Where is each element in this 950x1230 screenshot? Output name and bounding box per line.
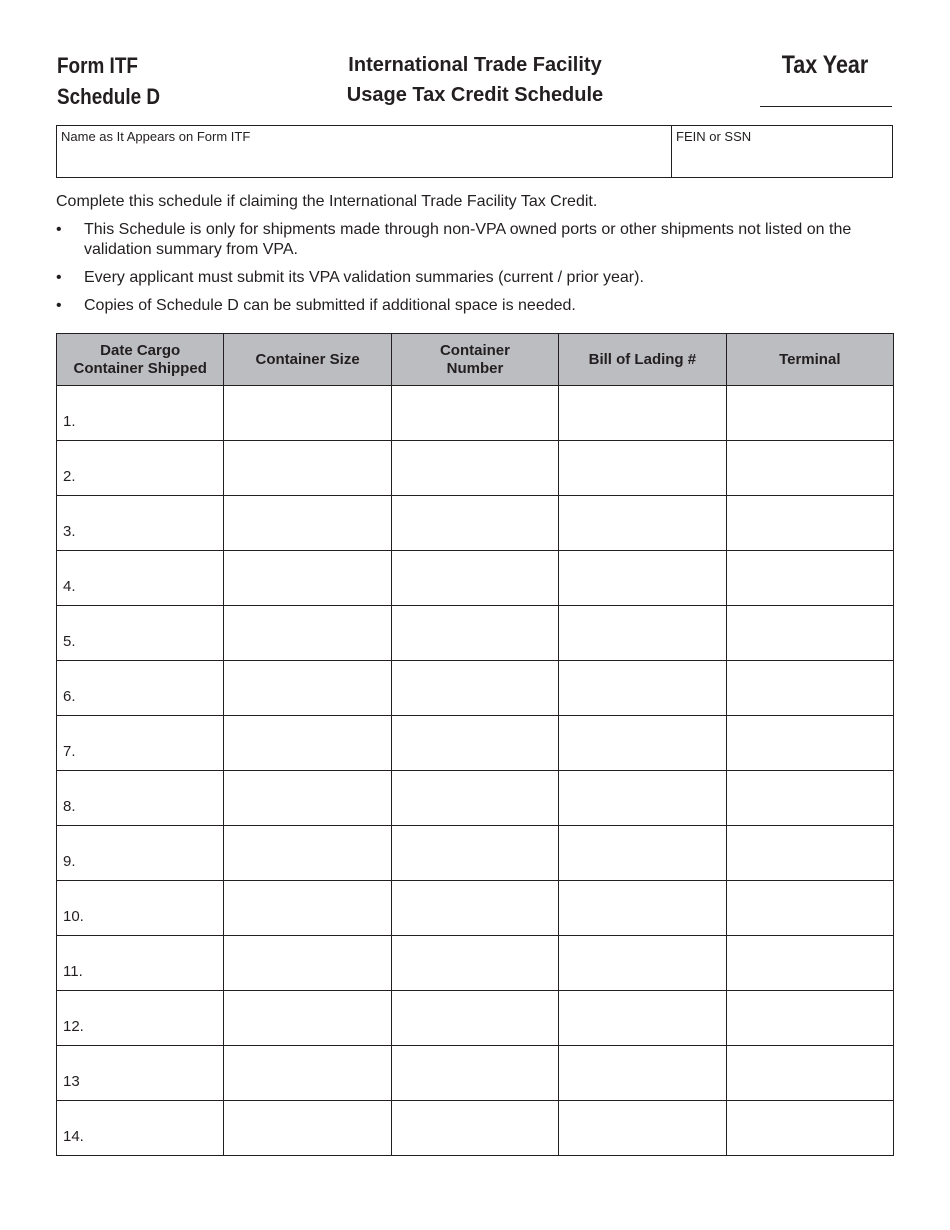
column-header-line: Bill of Lading # bbox=[588, 350, 697, 368]
terminal-cell[interactable] bbox=[726, 991, 893, 1046]
bill-of-lading-cell[interactable] bbox=[559, 551, 726, 606]
date-shipped-cell[interactable] bbox=[57, 386, 224, 441]
terminal-cell[interactable] bbox=[726, 1046, 893, 1101]
form-number: Form ITF bbox=[57, 53, 138, 78]
bill-of-lading-cell[interactable] bbox=[559, 606, 726, 661]
column-header-container-number bbox=[391, 334, 558, 386]
bullet-icon: • bbox=[56, 269, 62, 286]
container-number-cell[interactable] bbox=[391, 771, 558, 826]
table-row bbox=[57, 716, 894, 771]
table-row bbox=[57, 551, 894, 606]
container-number-cell[interactable] bbox=[391, 606, 558, 661]
container-size-cell[interactable] bbox=[224, 661, 391, 716]
bill-of-lading-cell[interactable] bbox=[559, 661, 726, 716]
row-number: 9. bbox=[63, 853, 76, 870]
instruction-text: This Schedule is only for shipments made through non-VPA owned ports or other shipments not listed on the validation summary from VPA. bbox=[84, 221, 852, 258]
container-size-cell[interactable] bbox=[224, 386, 391, 441]
table-row bbox=[57, 881, 894, 936]
container-size-cell[interactable] bbox=[224, 496, 391, 551]
table-row bbox=[57, 1046, 894, 1101]
tax-year-block bbox=[758, 49, 892, 81]
terminal-cell[interactable] bbox=[726, 826, 893, 881]
column-header-line: Container bbox=[439, 341, 510, 359]
row-number: 13 bbox=[63, 1073, 80, 1090]
date-shipped-cell[interactable] bbox=[57, 1046, 224, 1101]
table-row bbox=[57, 936, 894, 991]
table-row bbox=[57, 991, 894, 1046]
column-header-date-shipped bbox=[57, 334, 224, 386]
container-size-cell[interactable] bbox=[224, 1101, 391, 1156]
bill-of-lading-cell[interactable] bbox=[559, 936, 726, 991]
instruction-text: Copies of Schedule D can be submitted if additional space is needed. bbox=[84, 297, 576, 314]
table-row bbox=[57, 661, 894, 716]
column-header-line: Container Size bbox=[255, 350, 360, 368]
table-row bbox=[57, 386, 894, 441]
date-shipped-cell[interactable] bbox=[57, 441, 224, 496]
container-number-cell[interactable] bbox=[391, 551, 558, 606]
terminal-cell[interactable] bbox=[726, 716, 893, 771]
terminal-cell[interactable] bbox=[726, 551, 893, 606]
row-number: 10. bbox=[63, 908, 84, 925]
row-number: 11. bbox=[63, 963, 83, 980]
table-header-row bbox=[57, 334, 894, 386]
table-body bbox=[57, 386, 894, 1156]
fein-field-label: FEIN or SSN bbox=[676, 129, 752, 144]
bullet-icon: • bbox=[56, 221, 62, 238]
container-size-cell[interactable] bbox=[224, 936, 391, 991]
tax-year-field[interactable] bbox=[760, 106, 892, 107]
row-number: 14. bbox=[63, 1128, 84, 1145]
instruction-item bbox=[56, 296, 896, 316]
terminal-cell[interactable] bbox=[726, 386, 893, 441]
terminal-cell[interactable] bbox=[726, 936, 893, 991]
date-shipped-cell[interactable] bbox=[57, 771, 224, 826]
column-header-bill-of-lading bbox=[559, 334, 726, 386]
container-number-cell[interactable] bbox=[391, 496, 558, 551]
row-number: 8. bbox=[63, 798, 76, 815]
table-row bbox=[57, 441, 894, 496]
container-number-cell[interactable] bbox=[391, 1046, 558, 1101]
container-number-cell[interactable] bbox=[391, 881, 558, 936]
bill-of-lading-cell[interactable] bbox=[559, 771, 726, 826]
row-number: 5. bbox=[63, 633, 76, 650]
row-number: 2. bbox=[63, 468, 76, 485]
table-row bbox=[57, 826, 894, 881]
row-number: 1. bbox=[63, 413, 76, 430]
container-number-cell[interactable] bbox=[391, 1101, 558, 1156]
column-header-container-size bbox=[224, 334, 391, 386]
bill-of-lading-cell[interactable] bbox=[559, 826, 726, 881]
container-size-cell[interactable] bbox=[224, 991, 391, 1046]
column-header-line: Number bbox=[446, 359, 504, 377]
bill-of-lading-cell[interactable] bbox=[559, 386, 726, 441]
container-number-cell[interactable] bbox=[391, 441, 558, 496]
bullet-icon: • bbox=[56, 297, 62, 314]
container-size-cell[interactable] bbox=[224, 551, 391, 606]
table-row bbox=[57, 496, 894, 551]
date-shipped-cell[interactable] bbox=[57, 936, 224, 991]
container-size-cell[interactable] bbox=[224, 826, 391, 881]
column-header-line: Container Shipped bbox=[73, 359, 207, 377]
instruction-item bbox=[56, 220, 896, 260]
name-field[interactable] bbox=[57, 126, 672, 177]
bill-of-lading-cell[interactable] bbox=[559, 716, 726, 771]
terminal-cell[interactable] bbox=[726, 771, 893, 826]
taxpayer-info-box bbox=[56, 125, 893, 178]
container-size-cell[interactable] bbox=[224, 1046, 391, 1101]
date-shipped-cell[interactable] bbox=[57, 661, 224, 716]
form-title bbox=[300, 50, 650, 110]
terminal-cell[interactable] bbox=[726, 881, 893, 936]
name-field-label: Name as It Appears on Form ITF bbox=[61, 129, 251, 144]
instructions-list bbox=[56, 220, 896, 324]
row-number: 4. bbox=[63, 578, 76, 595]
date-shipped-cell[interactable] bbox=[57, 1101, 224, 1156]
bill-of-lading-cell[interactable] bbox=[559, 881, 726, 936]
container-number-cell[interactable] bbox=[391, 826, 558, 881]
form-title-line-2: Usage Tax Credit Schedule bbox=[346, 84, 604, 106]
column-header-terminal bbox=[726, 334, 893, 386]
row-number: 12. bbox=[63, 1018, 84, 1035]
shipments-table bbox=[56, 333, 894, 1156]
container-number-cell[interactable] bbox=[391, 991, 558, 1046]
bill-of-lading-cell[interactable] bbox=[559, 1101, 726, 1156]
tax-year-label: Tax Year bbox=[781, 51, 869, 79]
bill-of-lading-cell[interactable] bbox=[559, 1046, 726, 1101]
date-shipped-cell[interactable] bbox=[57, 716, 224, 771]
instructions-intro: Complete this schedule if claiming the International Trade Facility Tax Credit. bbox=[56, 193, 598, 210]
row-number: 3. bbox=[63, 523, 76, 540]
table-row bbox=[57, 1101, 894, 1156]
terminal-cell[interactable] bbox=[726, 1101, 893, 1156]
row-number: 7. bbox=[63, 743, 76, 760]
row-number: 6. bbox=[63, 688, 76, 705]
instruction-item bbox=[56, 268, 896, 288]
container-size-cell[interactable] bbox=[224, 771, 391, 826]
table-row bbox=[57, 771, 894, 826]
table-row bbox=[57, 606, 894, 661]
container-size-cell[interactable] bbox=[224, 881, 391, 936]
container-number-cell[interactable] bbox=[391, 386, 558, 441]
schedule-letter: Schedule D bbox=[57, 84, 161, 109]
terminal-cell[interactable] bbox=[726, 606, 893, 661]
container-size-cell[interactable] bbox=[224, 606, 391, 661]
container-number-cell[interactable] bbox=[391, 716, 558, 771]
form-identifier bbox=[57, 50, 160, 112]
terminal-cell[interactable] bbox=[726, 441, 893, 496]
date-shipped-cell[interactable] bbox=[57, 496, 224, 551]
column-header-line: Terminal bbox=[779, 350, 841, 368]
fein-field[interactable] bbox=[672, 126, 892, 177]
container-size-cell[interactable] bbox=[224, 441, 391, 496]
date-shipped-cell[interactable] bbox=[57, 991, 224, 1046]
terminal-cell[interactable] bbox=[726, 661, 893, 716]
date-shipped-cell[interactable] bbox=[57, 826, 224, 881]
bill-of-lading-cell[interactable] bbox=[559, 496, 726, 551]
date-shipped-cell[interactable] bbox=[57, 881, 224, 936]
form-title-line-1: International Trade Facility bbox=[348, 54, 602, 76]
bill-of-lading-cell[interactable] bbox=[559, 441, 726, 496]
terminal-cell[interactable] bbox=[726, 496, 893, 551]
instruction-text: Every applicant must submit its VPA validation summaries (current / prior year). bbox=[84, 269, 644, 286]
container-size-cell[interactable] bbox=[224, 716, 391, 771]
container-number-cell[interactable] bbox=[391, 661, 558, 716]
bill-of-lading-cell[interactable] bbox=[559, 991, 726, 1046]
date-shipped-cell[interactable] bbox=[57, 551, 224, 606]
date-shipped-cell[interactable] bbox=[57, 606, 224, 661]
column-header-line: Date Cargo bbox=[100, 341, 181, 359]
container-number-cell[interactable] bbox=[391, 936, 558, 991]
